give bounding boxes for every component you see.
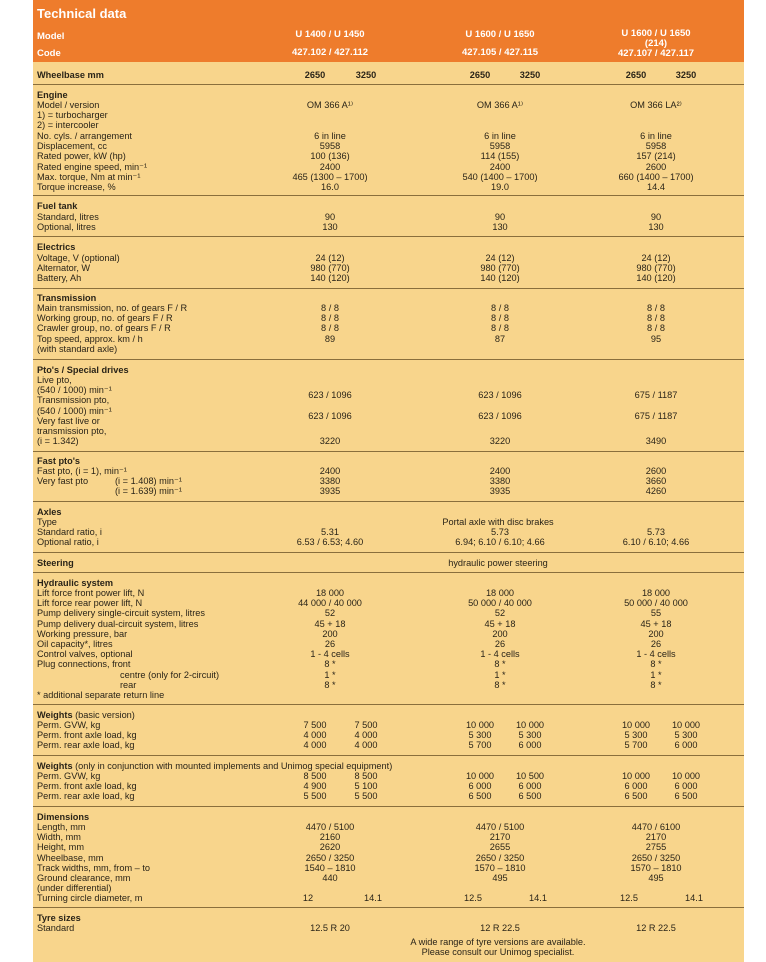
fast-pto-value: 2400	[319, 466, 341, 476]
wb-c3-a: 2650	[625, 70, 647, 80]
weights-value: 4 000	[354, 740, 378, 751]
pto-label: (540 / 1000) min⁻¹	[37, 385, 112, 396]
engine-spec-value: 100 (136)	[310, 151, 350, 162]
engine-footnote-2: 2) = intercooler	[37, 120, 99, 130]
transmission-value: 8 / 8	[491, 303, 509, 313]
transmission-value: 8 / 8	[491, 323, 509, 334]
weights-label: Perm. front axle load, kg	[37, 730, 137, 741]
fast-pto-value: 3660	[645, 476, 667, 487]
turning-circle-value: 14.1	[529, 893, 547, 903]
fuel-value: 90	[650, 212, 662, 222]
hydraulic-value: 1 *	[494, 669, 506, 680]
wheelbase-label: Wheelbase mm	[37, 70, 104, 80]
pto-value: 623 / 1096	[478, 410, 522, 421]
dimension-value: 2170	[645, 832, 667, 843]
pto-value: 623 / 1096	[308, 390, 352, 401]
divider	[33, 755, 744, 756]
weights-value: 5 300	[468, 730, 492, 741]
dimension-value: 2160	[319, 832, 341, 843]
electrics-value: 24 (12)	[641, 253, 671, 263]
weights-value: 10 000	[671, 720, 701, 730]
pto-label: Live pto,	[37, 375, 72, 385]
dimension-value: 2650 / 3250	[631, 852, 681, 863]
engine-spec-value: 2600	[645, 161, 667, 172]
section-axles: Axles	[37, 507, 62, 517]
code-label: Code	[37, 48, 61, 59]
fast-pto-value: 3380	[489, 476, 511, 487]
transmission-label: Main transmission, no. of gears F / R	[37, 303, 188, 313]
hydraulic-value: 50 000 / 40 000	[624, 598, 688, 609]
engine-spec-value: 660 (1400 – 1700)	[618, 171, 694, 182]
transmission-value: 8 / 8	[321, 323, 339, 334]
engine-spec-value: 2400	[319, 161, 341, 172]
hydraulic-value: 44 000 / 40 000	[298, 598, 362, 609]
pto-value: 3490	[645, 436, 667, 447]
hydraulic-label: Working pressure, bar	[37, 628, 128, 639]
hydraulic-value: 1 - 4 cells	[310, 649, 350, 660]
engine-spec-value: 6 in line	[484, 131, 516, 141]
electrics-value: 980 (770)	[310, 263, 350, 274]
weights-value: 5 300	[624, 730, 648, 741]
dimension-value: 2170	[489, 832, 511, 843]
engine-spec-value: 19.0	[491, 182, 509, 192]
hydraulic-label: centre (only for 2-circuit)	[120, 669, 220, 680]
divider	[33, 84, 744, 85]
fast-pto-value: 2400	[489, 466, 511, 476]
axle-std-ratio: 5.73	[647, 527, 665, 537]
electrics-value: 980 (770)	[480, 263, 520, 274]
fast-pto-value: 3935	[319, 486, 341, 497]
dimension-value: 1570 – 1810	[474, 862, 526, 873]
transmission-label: Working group, no. of gears F / R	[37, 313, 173, 324]
model-label: Model	[37, 31, 65, 42]
model-col3-sub: (214)	[644, 38, 668, 49]
wb-c2-a: 2650	[469, 70, 491, 80]
tyres-standard-label: Standard	[37, 923, 75, 933]
engine-footnote-1: 1) = turbocharger	[37, 110, 108, 120]
engine-model-c2: OM 366 A¹⁾	[476, 100, 524, 110]
weights2-label: Perm. GVW, kg	[37, 771, 101, 781]
axle-opt-ratio: 6.94; 6.10 / 6.10; 4.66	[455, 537, 545, 547]
weights2-value: 10 000	[465, 771, 495, 781]
dimension-value: 2755	[645, 842, 667, 853]
weights-value: 10 000	[465, 720, 495, 730]
pto-label: transmission pto,	[37, 426, 107, 436]
dimension-label: Width, mm	[37, 832, 81, 843]
dimension-label: (under differential)	[37, 883, 112, 894]
hydraulic-label: Lift force rear power lift, N	[37, 598, 143, 609]
weights2-value: 5 100	[354, 781, 378, 792]
weights2-value: 6 000	[624, 781, 648, 792]
weights-value: 7 500	[354, 720, 378, 730]
electrics-value: 24 (12)	[315, 253, 345, 263]
dimension-value: 2620	[319, 842, 341, 853]
pto-value: 623 / 1096	[308, 410, 352, 421]
axle-label: Type	[37, 517, 57, 527]
engine-spec-label: No. cyls. / arrangement	[37, 131, 132, 141]
transmission-value: 8 / 8	[647, 313, 665, 324]
hydraulic-value: 18 000	[485, 588, 515, 598]
weights2-value: 4 900	[303, 781, 327, 792]
divider	[33, 907, 744, 908]
hydraulic-value: 200	[648, 628, 664, 639]
hydraulic-label: Lift force front power lift, N	[37, 588, 145, 598]
pto-value: 3220	[319, 436, 341, 447]
page-title: Technical data	[37, 6, 127, 21]
section-fast-pto: Fast pto's	[37, 456, 81, 466]
engine-spec-value: 5958	[489, 141, 511, 152]
hydraulic-value: 18 000	[315, 588, 345, 598]
electrics-label: Battery, Ah	[37, 273, 82, 284]
code-col3: 427.107 / 427.117	[617, 48, 695, 59]
hydraulic-label: rear	[120, 679, 137, 690]
fuel-value: 130	[648, 222, 664, 233]
fast-pto-value: 3380	[319, 476, 341, 487]
tyre-note-2: Please consult our Unimog specialist.	[421, 947, 575, 957]
axle-type: Portal axle with disc brakes	[442, 517, 554, 527]
engine-spec-value: 14.4	[647, 182, 665, 192]
hydraulic-value: 26	[324, 639, 336, 649]
spec-sheet	[33, 0, 744, 962]
electrics-label: Voltage, V (optional)	[37, 253, 120, 263]
divider	[33, 704, 744, 705]
divider	[33, 451, 744, 452]
weights2-value: 10 000	[671, 771, 701, 781]
electrics-value: 140 (120)	[636, 273, 676, 284]
turning-circle-value: 14.1	[685, 893, 703, 903]
weights2-value: 6 000	[468, 781, 492, 792]
pto-value: 3220	[489, 436, 511, 447]
fuel-value: 130	[492, 222, 508, 233]
engine-spec-value: 2400	[489, 161, 511, 172]
engine-spec-label: Torque increase, %	[37, 182, 116, 192]
section-electrics: Electrics	[37, 242, 76, 252]
weights2-value: 6 500	[518, 791, 542, 802]
divider	[33, 552, 744, 553]
turning-circle-value: 12	[302, 893, 314, 903]
axle-opt-ratio: 6.10 / 6.10; 4.66	[622, 537, 690, 547]
weights-value: 10 000	[621, 720, 651, 730]
tyre-note-1: A wide range of tyre versions are available.	[410, 937, 586, 947]
wb-c2-b: 3250	[519, 70, 541, 80]
transmission-value: 8 / 8	[647, 303, 665, 313]
axle-std-ratio: 5.31	[321, 527, 339, 537]
fast-pto-label: Very fast pto	[37, 476, 89, 486]
model-col1: U 1400 / U 1450	[295, 29, 365, 40]
engine-spec-value: 540 (1400 – 1700)	[462, 171, 538, 182]
divider	[33, 359, 744, 360]
dimension-value: 4470 / 5100	[475, 822, 525, 832]
dimension-value: 2650 / 3250	[305, 852, 355, 863]
fast-pto-value: 4260	[645, 486, 667, 497]
section-dimensions: Dimensions	[37, 812, 90, 822]
section-engine: Engine	[37, 90, 68, 100]
wb-c1-a: 2650	[304, 70, 326, 80]
engine-model-label: Model / version	[37, 100, 100, 110]
hydraulic-value: 50 000 / 40 000	[468, 598, 532, 609]
weights-value: 5 700	[468, 740, 492, 751]
tyre-c3: 12 R 22.5	[636, 923, 676, 933]
engine-spec-value: 6 in line	[314, 131, 346, 141]
hydraulic-value: 45 + 18	[640, 618, 672, 629]
section-fuel: Fuel tank	[37, 201, 78, 211]
pto-value: 675 / 1187	[634, 410, 678, 421]
hydraulic-value: 1 *	[324, 669, 336, 680]
hydraulic-value: 1 *	[650, 669, 662, 680]
hydraulic-value: 8 *	[324, 659, 336, 670]
engine-spec-value: 157 (214)	[636, 151, 676, 162]
section-pto: Pto's / Special drives	[37, 365, 129, 375]
weights2-value: 8 500	[354, 771, 378, 781]
weights-value: 4 000	[354, 730, 378, 741]
fast-pto-value: 3935	[489, 486, 511, 497]
axle-std-ratio: 5.73	[491, 527, 509, 537]
transmission-value: 8 / 8	[491, 313, 509, 324]
weights-label: Perm. rear axle load, kg	[37, 740, 135, 751]
dimension-value: 2650 / 3250	[475, 852, 525, 863]
hydraulic-value: 200	[322, 628, 338, 639]
hydraulic-label: Control valves, optional	[37, 649, 133, 660]
transmission-label: Top speed, approx. km / h	[37, 333, 143, 344]
hydraulic-value: 8 *	[494, 659, 506, 670]
hydraulic-label: Oil capacity*, litres	[37, 639, 113, 649]
dimension-label: Track widths, mm, from – to	[37, 862, 150, 873]
code-col2: 427.105 / 427.115	[461, 47, 539, 58]
turning-circle-value: 14.1	[364, 893, 382, 903]
weights2-value: 10 500	[515, 771, 545, 781]
engine-spec-value: 114 (155)	[480, 151, 520, 162]
axle-opt-ratio: 6.53 / 6.53; 4.60	[296, 537, 364, 547]
weights2-value: 5 500	[354, 791, 378, 802]
dimension-value: 440	[322, 873, 338, 883]
hydraulic-value: 8 *	[324, 679, 336, 690]
section-hydraulic: Hydraulic system	[37, 578, 114, 588]
weights2-value: 6 500	[468, 791, 492, 802]
weights-value: 7 500	[303, 720, 327, 730]
dimension-value: 2655	[489, 842, 511, 853]
model-col3: U 1600 / U 1650	[621, 28, 691, 39]
engine-spec-value: 6 in line	[640, 131, 672, 141]
transmission-value: 95	[650, 333, 662, 344]
hydraulic-note: * additional separate return line	[37, 690, 165, 700]
dimension-value: 1540 – 1810	[304, 862, 356, 873]
weights2-value: 10 000	[621, 771, 651, 781]
weights2-value: 6 000	[518, 781, 542, 792]
hydraulic-label: Plug connections, front	[37, 659, 131, 670]
section-steering: Steering	[37, 558, 74, 568]
divider	[33, 288, 744, 289]
transmission-value: 87	[494, 333, 506, 344]
fast-pto-value: 2600	[645, 466, 667, 476]
hydraulic-value: 8 *	[650, 659, 662, 670]
section-weights-implements: Weights (only in conjunction with mounted implements and Unimog special equipment)	[37, 761, 393, 771]
turning-circle-value: 12.5	[464, 893, 482, 903]
weights2-label: Perm. front axle load, kg	[37, 781, 137, 792]
hydraulic-label: Pump delivery single-circuit system, litres	[37, 608, 205, 619]
table-header	[33, 0, 744, 62]
transmission-label: (with standard axle)	[37, 343, 118, 354]
weights2-value: 8 500	[303, 771, 327, 781]
hydraulic-value: 52	[324, 608, 336, 619]
divider	[33, 572, 744, 573]
section-transmission: Transmission	[37, 293, 97, 303]
dimension-value: 1570 – 1810	[630, 862, 682, 873]
hydraulic-value: 8 *	[494, 679, 506, 690]
electrics-value: 980 (770)	[636, 263, 676, 274]
dimension-value: 4470 / 6100	[631, 822, 681, 832]
engine-model-c1: OM 366 A¹⁾	[306, 100, 354, 110]
weights2-value: 6 500	[624, 791, 648, 802]
fast-pto-label: Fast pto, (i = 1), min⁻¹	[37, 466, 127, 476]
transmission-value: 8 / 8	[321, 303, 339, 313]
pto-label: Transmission pto,	[37, 395, 110, 406]
hydraulic-value: 18 000	[641, 588, 671, 598]
tyre-c1: 12.5 R 20	[310, 923, 350, 933]
turning-circle-value: 12.5	[620, 893, 638, 903]
weights2-value: 6 000	[674, 781, 698, 792]
dimension-value: 4470 / 5100	[305, 822, 355, 832]
weights-value: 4 000	[303, 740, 327, 751]
hydraulic-value: 55	[650, 608, 662, 619]
weights2-value: 5 500	[303, 791, 327, 802]
transmission-value: 89	[324, 333, 336, 344]
section-weights: Weights (basic version)	[37, 710, 135, 720]
hydraulic-value: 8 *	[650, 679, 662, 690]
weights-value: 5 300	[674, 730, 698, 741]
electrics-value: 24 (12)	[485, 253, 515, 263]
electrics-value: 140 (120)	[480, 273, 520, 284]
fast-pto-label: (i = 1.639) min⁻¹	[115, 486, 182, 496]
dimension-value: 495	[648, 873, 664, 883]
weights2-label: Perm. rear axle load, kg	[37, 791, 135, 802]
hydraulic-label: Pump delivery dual-circuit system, litres	[37, 618, 199, 629]
fast-pto-label: (i = 1.408) min⁻¹	[115, 476, 182, 486]
axle-label: Optional ratio, i	[37, 537, 99, 548]
engine-spec-label: Displacement, cc	[37, 141, 107, 152]
engine-spec-value: 5958	[319, 141, 341, 152]
hydraulic-value: 52	[494, 608, 506, 619]
engine-spec-value: 16.0	[321, 182, 339, 192]
dimension-label: Length, mm	[37, 822, 86, 832]
engine-spec-value: 5958	[645, 141, 667, 152]
dimension-label: Height, mm	[37, 842, 84, 853]
electrics-label: Alternator, W	[37, 263, 91, 274]
engine-model-c3: OM 366 LA²⁾	[630, 100, 682, 110]
wb-c3-b: 3250	[675, 70, 697, 80]
weights-value: 10 000	[515, 720, 545, 730]
dimension-value: 495	[492, 873, 508, 883]
weights-value: 4 000	[303, 730, 327, 741]
code-col1: 427.102 / 427.112	[291, 47, 369, 58]
hydraulic-value: 200	[492, 628, 508, 639]
tyre-c2: 12 R 22.5	[480, 923, 520, 933]
steering-value: hydraulic power steering	[448, 558, 548, 568]
weights-value: 5 700	[624, 740, 648, 751]
pto-label: Very fast live or	[37, 415, 100, 426]
pto-value: 675 / 1187	[634, 390, 678, 401]
divider	[33, 195, 744, 196]
hydraulic-value: 45 + 18	[314, 618, 346, 629]
pto-label: (540 / 1000) min⁻¹	[37, 405, 112, 416]
hydraulic-value: 26	[650, 639, 662, 649]
weights-value: 6 000	[518, 740, 542, 751]
weights-label: Perm. GVW, kg	[37, 720, 101, 730]
weights-value: 6 000	[674, 740, 698, 751]
axle-label: Standard ratio, i	[37, 527, 102, 538]
engine-spec-label: Max. torque, Nm at min⁻¹	[37, 171, 141, 182]
engine-spec-label: Rated engine speed, min⁻¹	[37, 161, 148, 172]
dimension-label: Ground clearance, mm	[37, 873, 131, 883]
dimension-label: Wheelbase, mm	[37, 852, 104, 863]
fuel-value: 90	[494, 212, 506, 222]
weights-value: 5 300	[518, 730, 542, 741]
transmission-value: 8 / 8	[321, 313, 339, 324]
dimension-label: Turning circle diameter, m	[37, 893, 143, 904]
wb-c1-b: 3250	[355, 70, 377, 80]
fuel-label: Optional, litres	[37, 222, 96, 233]
hydraulic-value: 1 - 4 cells	[636, 649, 676, 660]
transmission-value: 8 / 8	[647, 323, 665, 334]
pto-label: (i = 1.342)	[37, 436, 79, 447]
divider	[33, 501, 744, 502]
hydraulic-value: 1 - 4 cells	[480, 649, 520, 660]
engine-spec-value: 465 (1300 – 1700)	[292, 171, 368, 182]
fuel-value: 130	[322, 222, 338, 233]
section-tyres: Tyre sizes	[37, 913, 81, 923]
hydraulic-value: 45 + 18	[484, 618, 516, 629]
weights2-value: 6 500	[674, 791, 698, 802]
divider	[33, 806, 744, 807]
pto-value: 623 / 1096	[478, 390, 522, 401]
model-col2: U 1600 / U 1650	[465, 29, 535, 40]
transmission-label: Crawler group, no. of gears F / R	[37, 323, 171, 334]
hydraulic-value: 26	[494, 639, 506, 649]
engine-spec-label: Rated power, kW (hp)	[37, 151, 126, 162]
electrics-value: 140 (120)	[310, 273, 350, 284]
fuel-value: 90	[324, 212, 336, 222]
divider	[33, 236, 744, 237]
fuel-label: Standard, litres	[37, 212, 99, 222]
